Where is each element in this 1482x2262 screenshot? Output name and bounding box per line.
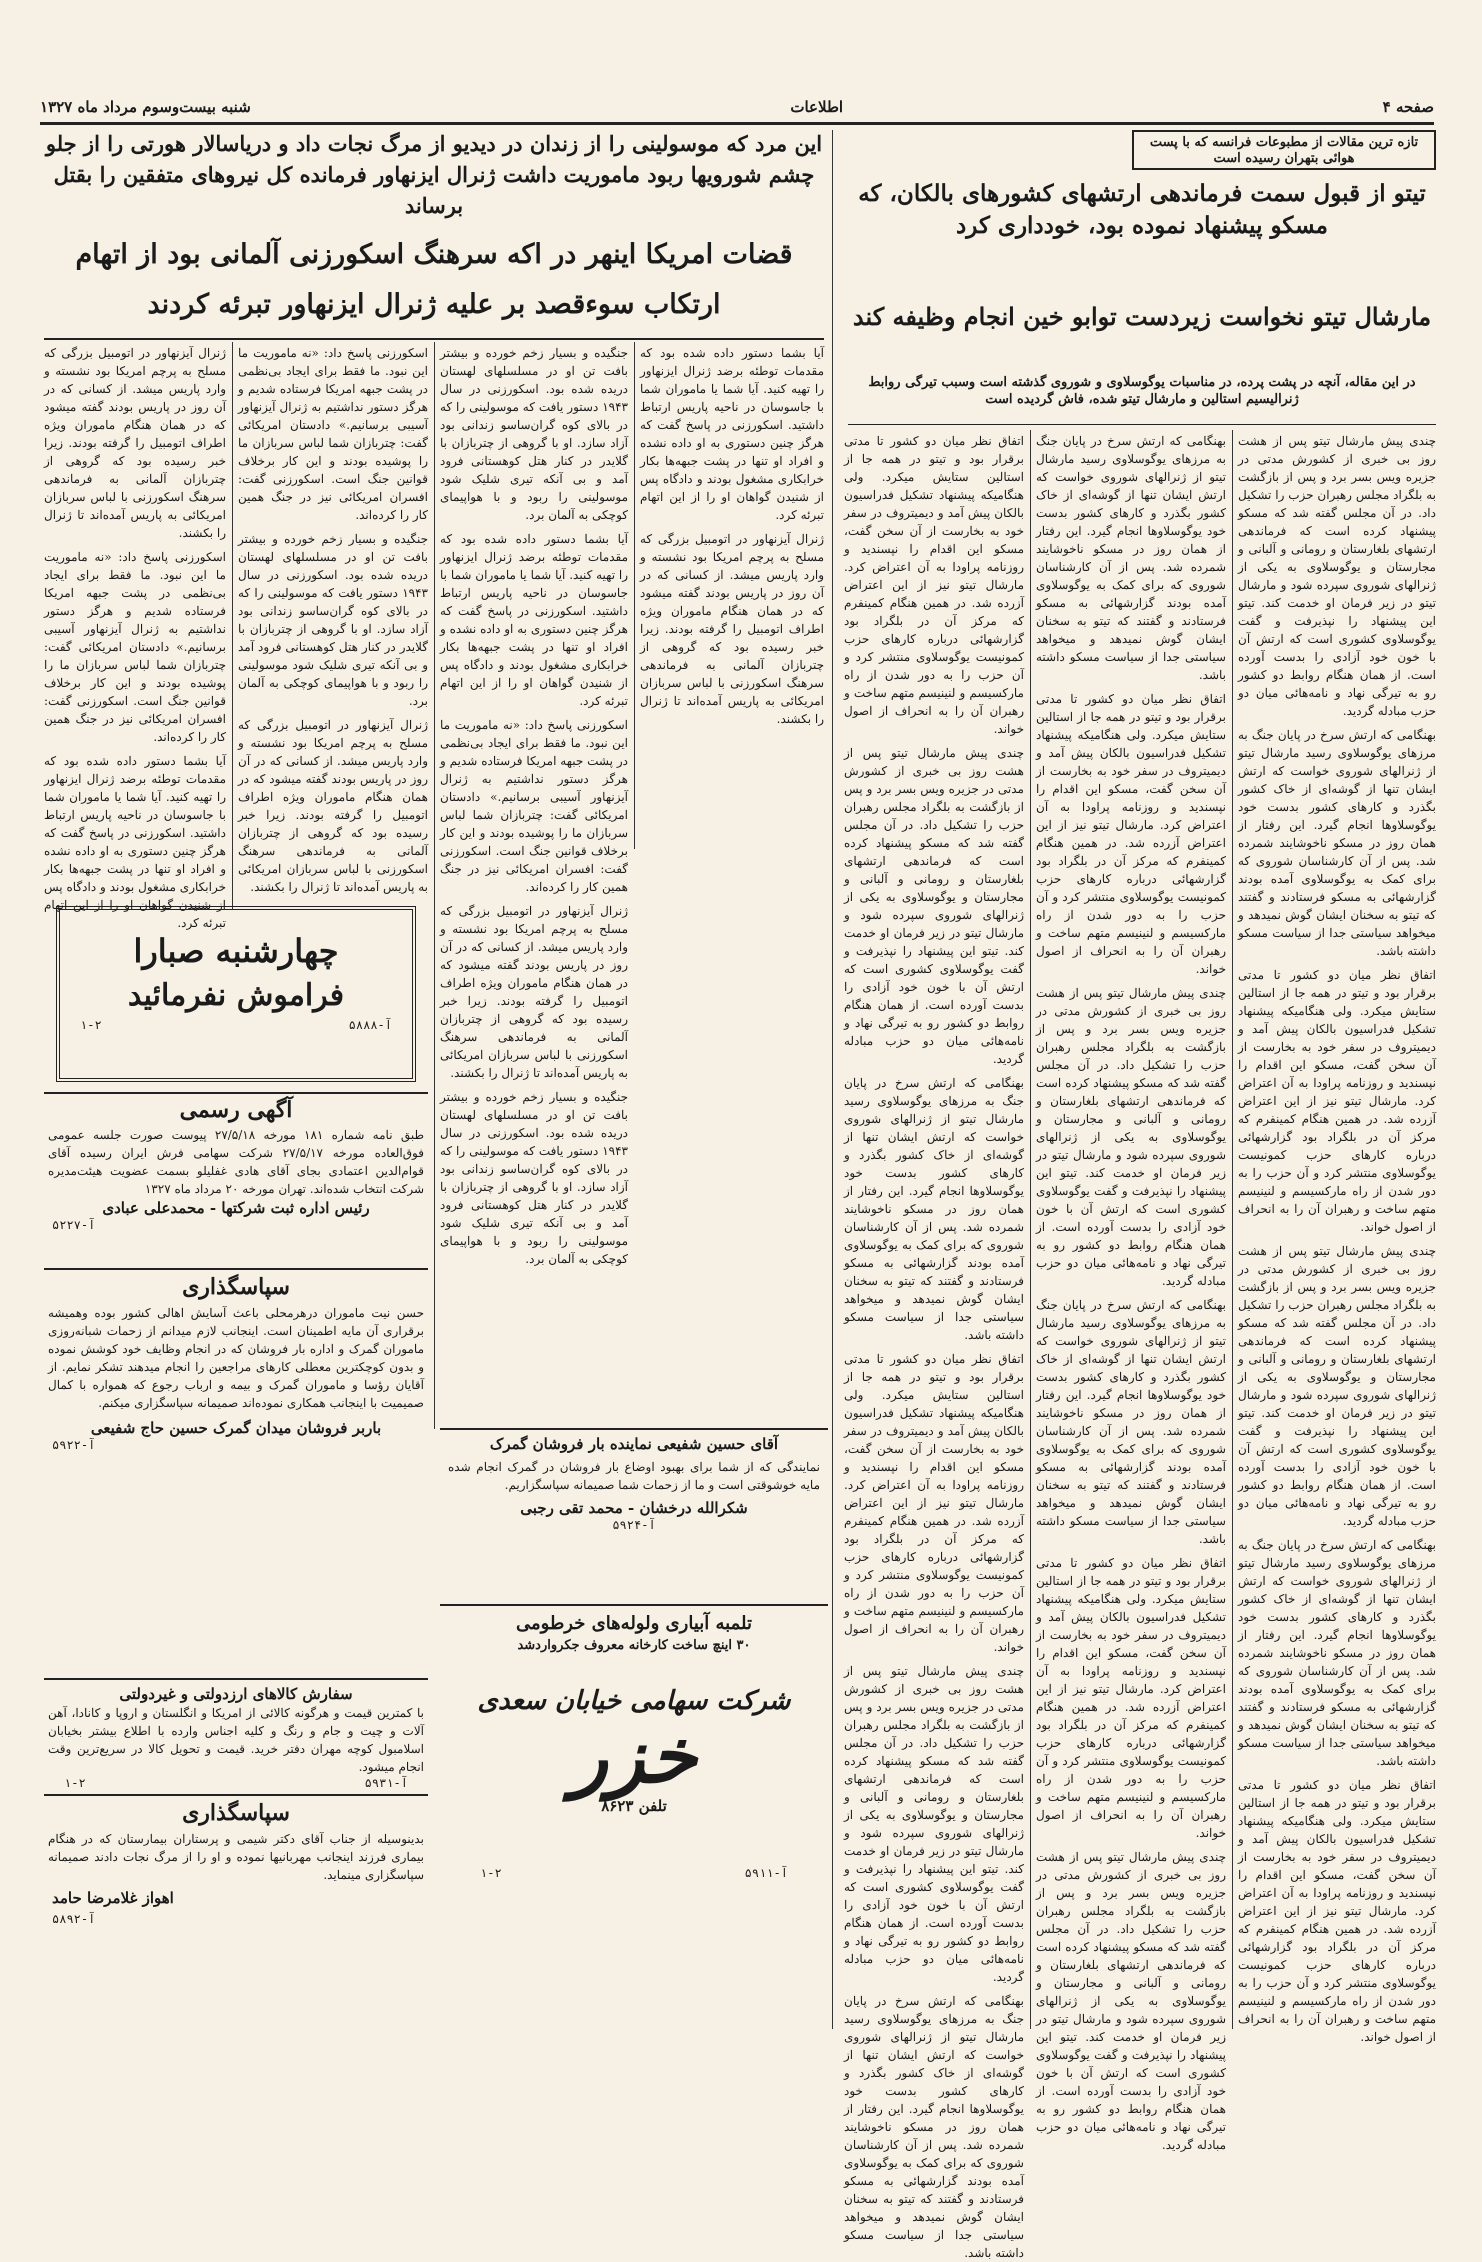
left-col3-text-4: ژنرال آیزنهاور در اتومبیل بزرگی که مسلح به پرچم امریکا بود نشسته و وارد پاریس میشد. از کسانی که در آن روز در پاریس بودند گفته میشود که در همان هنگام ماموران ویژه اطراف اتومبیل را گرفته بودند. زیرا خبر رسیده بود که گروهی از چتربازان آلمانی به فرماندهی سرهنگ اسکورزنی با لباس سربازان امریکائی به پاریس آمده‌اند تا ژنرال را بکشند. (440, 904, 628, 1080)
left-col4-text: آیا بشما دستور داده شده بود که مقدمات توطئه برضد ژنرال ایزنهاور را تهیه کنید. آیا شما یا ماموران شما با جاسوسان در ناحیه پاریس ارتباط داشتید. اسکورزنی در پاسخ گفت که هرگز چنین دستوری به او داده نشده و افراد او تنها در پشت جبهه‌ها بکار خرابکاری مشغول بودند و دادگاه پس از شنیدن گواهان او را از این اتهام تبرئه کرد. (640, 346, 824, 522)
right-column-1 (1238, 432, 1436, 2044)
left-column-3 (440, 344, 628, 1422)
left-col2-text-2: جنگیده و بسیار زخم خورده و بیشتر بافت تن او در مسلسلهای لهستان دریده شده بود. اسکورزنی در سال ۱۹۴۳ دستور یافت که موسولینی را که در بالای کوه گران‌ساسو زندانی بود آزاد سازد. او با گروهی از چتربازان با گلایدر در کنار هتل کوهستانی فرود آمد و بی آنکه تیری شلیک شود موسولینی را ربود و با هواپیمای کوچکی به آلمان برد. (238, 532, 428, 708)
order-ad (44, 1678, 428, 1790)
left-headline: قضات امریکا اینهر در اکه سرهنگ اسکورزنی آلمانی بود از اتهام ارتکاب سوءقصد بر علیه ژنرال ایزنهاور تبرئه کردند (75, 239, 793, 320)
thanks1-title: سپاسگذاری (182, 1274, 290, 1300)
company-code-left: ۱-۲ (480, 1866, 502, 1880)
right-col2-text-3: چندی پیش مارشال تیتو پس از هشت روز بی خبری از کشورش مدتی در جزیره ویس بسر برد و پس از بازگشت به بلگراد مجلس رهبران حزب را تشکیل داد. در آن مجلس گفته شد که مسکو پیشنهاد کرده است که فرماندهی ارتشهای بلغارستان و رومانی و آلبانی و مجارستان و یوگوسلاوی به یکی از ژنرالهای شوروی سپرده شود و مارشال تیتو در زیر فرمان او خدمت کند. تیتو این پیشنهاد را نپذیرفت و گفت یوگوسلاوی کشوری است که ارتش آن با خون خود آزادی را بدست آورده است. از همان هنگام روابط دو کشور رو به تیرگی نهاد و نامه‌هائی میان دو حزب مبادله گردید. (1036, 986, 1226, 1288)
right-headline-block (848, 178, 1436, 298)
right-col3-text-5: چندی پیش مارشال تیتو پس از هشت روز بی خبری از کشورش مدتی در جزیره ویس بسر برد و پس از بازگشت به بلگراد مجلس رهبران حزب را تشکیل داد. در آن مجلس گفته شد که مسکو پیشنهاد کرده است که فرماندهی ارتشهای بلغارستان و رومانی و آلبانی و مجارستان و یوگوسلاوی به یکی از ژنرالهای شوروی سپرده شود و مارشال تیتو در زیر فرمان او خدمت کند. تیتو این پیشنهاد را نپذیرفت و گفت یوگوسلاوی کشوری است که ارتش آن با خون خود آزادی را بدست آورده است. از همان هنگام روابط دو کشور رو به تیرگی نهاد و نامه‌هائی میان دو حزب مبادله گردید. (844, 1664, 1024, 1984)
wednesday-code-right: آ-۵۸۸۸ (348, 1018, 392, 1032)
issue-date: شنبه بیست‌وسوم مرداد ماه ۱۳۲۷ (40, 98, 251, 116)
thanks-ad-2 (44, 1794, 428, 2028)
left-col-rule-2 (434, 342, 435, 1429)
official-ad (44, 1092, 428, 1264)
center-column-rule (832, 130, 833, 2029)
company-code-right: آ-۵۹۱۱ (744, 1866, 788, 1880)
left-col2-text: اسکورزنی پاسخ داد: «نه ماموریت ما این نبود. ما فقط برای ایجاد بی‌نظمی در پشت جبهه امریکا فرستاده شدیم و هرگز دستور نداشتیم به ژنرال آیزنهاور آسیبی برسانیم.» دادستان امریکائی گفت: چتربازان شما لباس سربازان ما را پوشیده بودند و این کار برخلاف قوانین جنگ است. اسکورزنی گفت: افسران امریکائی نیز در جنگ همین کار را کرده‌اند. (238, 346, 428, 522)
left-col-rule-1 (634, 342, 635, 849)
right-col-rule-2 (1030, 430, 1031, 2029)
right-col1-text: چندی پیش مارشال تیتو پس از هشت روز بی خبری از کشورش مدتی در جزیره ویس بسر برد و پس از بازگشت به بلگراد مجلس رهبران حزب را تشکیل داد. در آن مجلس گفته شد که مسکو پیشنهاد کرده است که فرماندهی ارتشهای بلغارستان و رومانی و آلبانی و مجارستان و یوگوسلاوی به یکی از ژنرالهای شوروی سپرده شود و مارشال تیتو در زیر فرمان او خدمت کند. تیتو این پیشنهاد را نپذیرفت و گفت یوگوسلاوی کشوری است که ارتش آن با خون خود آزادی را بدست آورده است. از همان هنگام روابط دو کشور رو به تیرگی نهاد و نامه‌هائی میان دو حزب مبادله گردید. (1238, 434, 1436, 718)
right-col2-text-5: اتفاق نظر میان دو کشور تا مدتی برقرار بود و تیتو در همه جا از استالین ستایش میکرد. ولی هنگامیکه پیشنهاد تشکیل فدراسیون بالکان پیش آمد و دیمیتروف در سفر خود به بخارست از آن سخن گفت، مسکو این اقدام را نپسندید و روزنامه پراودا به آن اعتراض کرد. مارشال تیتو نیز از این اعتراض آزرده شد. در همین هنگام کمینفرم که مرکز آن در بلگراد بود گزارشهائی درباره کارهای حزب کمونیست یوگوسلاوی منتشر کرد و آن حزب را به دور شدن از راه مارکسیسم و لنینیسم متهم ساخت و رهبران آن را به انحراف از اصول خواند. (1036, 1556, 1226, 1840)
order-text: با کمترین قیمت و هرگونه کالائی از امریکا و انگلستان و اروپا و کانادا، آهن آلات و چیت و جام و رنگ و کلیه اجناس وارده با اطلاع بیشتر بخیابان اسلامبول کوچه مهران دفتر خرید. قیمت و تحویل کالا در سریع‌ترین وقت انجام میشود. (48, 1706, 424, 1774)
right-col1-text-4: چندی پیش مارشال تیتو پس از هشت روز بی خبری از کشورش مدتی در جزیره ویس بسر برد و پس از بازگشت به بلگراد مجلس رهبران حزب را تشکیل داد. در آن مجلس گفته شد که مسکو پیشنهاد کرده است که فرماندهی ارتشهای بلغارستان و رومانی و آلبانی و مجارستان و یوگوسلاوی به یکی از ژنرالهای شوروی سپرده شود و مارشال تیتو در زیر فرمان او خدمت کند. تیتو این پیشنهاد را نپذیرفت و گفت یوگوسلاوی کشوری است که ارتش آن با خون خود آزادی را بدست آورده است. از همان هنگام روابط دو کشور رو به تیرگی نهاد و نامه‌هائی میان دو حزب مبادله گردید. (1238, 1244, 1436, 1528)
right-headline-2: مارشال تیتو نخواست زیردست توابو خین انجام وظیفه کند (852, 302, 1432, 331)
left-kicker-block (44, 128, 824, 228)
right-col1-text-6: اتفاق نظر میان دو کشور تا مدتی برقرار بود و تیتو در همه جا از استالین ستایش میکرد. ولی هنگامیکه پیشنهاد تشکیل فدراسیون بالکان پیش آمد و دیمیتروف در سفر خود به بخارست از آن سخن گفت، مسکو این اقدام را نپسندید و روزنامه پراودا به آن اعتراض کرد. مارشال تیتو نیز از این اعتراض آزرده شد. در همین هنگام کمینفرم که مرکز آن در بلگراد بود گزارشهائی درباره کارهای حزب کمونیست یوگوسلاوی منتشر کرد و آن حزب را به دور شدن از راه مارکسیسم و لنینیسم متهم ساخت و رهبران آن را به انحراف از اصول خواند. (1238, 1778, 1436, 2044)
thanks-ad-1 (44, 1268, 428, 1674)
company-top: شرکت سهامی خیابان سعدی (477, 1686, 791, 1716)
thanks1-text: حسن نیت ماموران درهرمحلی باعث آسایش اهالی کشور بوده وهمیشه برقراری آن مایه اطمینان است. اینجانب لازم میدانم از زحمات شبانه‌روزی ماموران گمرک و اداره بار فروشان که در انجام وظایف خود کوشش نموده و بدون کوچکترین معطلی کارهای مراجعین را انجام میدهند تشکر نمایم. از آقایان رؤسا و ماموران گمرک و بیمه و ارباب رجوع که همواره با کمال صمیمیت با اینجانب همکاری نموده‌اند صمیمانه سپاسگزاری میکنم. (48, 1306, 424, 1410)
right-col3-text-4: اتفاق نظر میان دو کشور تا مدتی برقرار بود و تیتو در همه جا از استالین ستایش میکرد. ولی هنگامیکه پیشنهاد تشکیل فدراسیون بالکان پیش آمد و دیمیتروف در سفر خود به بخارست از آن سخن گفت، مسکو این اقدام را نپسندید و روزنامه پراودا به آن اعتراض کرد. مارشال تیتو نیز از این اعتراض آزرده شد. در همین هنگام کمینفرم که مرکز آن در بلگراد بود گزارشهائی درباره کارهای حزب کمونیست یوگوسلاوی منتشر کرد و آن حزب را به دور شدن از راه مارکسیسم و لنینیسم متهم ساخت و رهبران آن را به انحراف از اصول خواند. (844, 1352, 1024, 1654)
right-headline: تیتو از قبول سمت فرماندهی ارتشهای کشورهای بالکان، که مسکو پیشنهاد نموده بود، خودداری کرد (858, 180, 1426, 239)
thanks2-sign: اهواز غلامرضا حامد (52, 1889, 174, 1907)
company-logo: خزر (571, 1711, 697, 1800)
right-deck-rule (848, 424, 1436, 425)
thanks1-code: آ-۵۹۲۲ (52, 1438, 96, 1452)
right-column-3 (844, 432, 1024, 2260)
right-col2-text: بهنگامی که ارتش سرخ در پایان جنگ به مرزهای یوگوسلاوی رسید مارشال تیتو از ژنرالهای شوروی خواست که ارتش ایشان تنها از گوشه‌ای از خاک کشور بگذرد و کارهای کشور بدست خود یوگوسلاوها انجام گیرد. این رفتار از همان روز در مسکو ناخوشایند شمرده شد. پس از آن کارشناسان شوروی که برای کمک به یوگوسلاوی آمده بودند گزارشهائی به مسکو فرستادند و گفتند که تیتو به سخنان ایشان گوش نمیدهد و میخواهد سیاستی جدا از سیاست مسکو داشته باشد. (1036, 434, 1226, 682)
right-col3-text-3: بهنگامی که ارتش سرخ در پایان جنگ به مرزهای یوگوسلاوی رسید مارشال تیتو از ژنرالهای شوروی خواست که ارتش ایشان تنها از گوشه‌ای از خاک کشور بگذرد و کارهای کشور بدست خود یوگوسلاوها انجام گیرد. این رفتار از همان روز در مسکو ناخوشایند شمرده شد. پس از آن کارشناسان شوروی که برای کمک به یوگوسلاوی آمده بودند گزارشهائی به مسکو فرستادند و گفتند که تیتو به سخنان ایشان گوش نمیدهد و میخواهد سیاستی جدا از سیاست مسکو داشته باشد. (844, 1076, 1024, 1342)
page-number: صفحه ۴ (1382, 98, 1434, 116)
right-col-rule-1 (1232, 430, 1233, 2029)
left-col1-text-3: آیا بشما دستور داده شده بود که مقدمات توطئه برضد ژنرال ایزنهاور را تهیه کنید. آیا شما یا ماموران شما با جاسوسان در ناحیه پاریس ارتباط داشتید. اسکورزنی در پاسخ گفت که هرگز چنین دستوری به او داده نشده و افراد او تنها در پشت جبهه‌ها بکار خرابکاری مشغول بودند و دادگاه پس از شنیدن گواهان او را از این اتهام تبرئه کرد. (44, 754, 226, 930)
right-headline2-block (848, 300, 1436, 372)
left-col4-text-2: ژنرال آیزنهاور در اتومبیل بزرگی که مسلح به پرچم امریکا بود نشسته و وارد پاریس میشد. از کسانی که در آن روز در پاریس بودند گفته میشود که در همان هنگام ماموران ویژه اطراف اتومبیل را گرفته بودند. زیرا خبر رسیده بود که گروهی از چتربازان آلمانی به فرماندهی سرهنگ اسکورزنی با لباس سربازان امریکائی به پاریس آمده‌اند تا ژنرال را بکشند. (640, 532, 824, 726)
official-code: آ-۵۲۲۷ (52, 1218, 96, 1232)
right-col1-text-2: بهنگامی که ارتش سرخ در پایان جنگ به مرزهای یوگوسلاوی رسید مارشال تیتو از ژنرالهای شوروی خواست که ارتش ایشان تنها از گوشه‌ای از خاک کشور بگذرد و کارهای کشور بدست خود یوگوسلاوها انجام گیرد. این رفتار از همان روز در مسکو ناخوشایند شمرده شد. پس از آن کارشناسان شوروی که برای کمک به یوگوسلاوی آمده بودند گزارشهائی به مسکو فرستادند و گفتند که تیتو به سخنان ایشان گوش نمیدهد و میخواهد سیاستی جدا از سیاست مسکو داشته باشد. (1238, 728, 1436, 958)
left-column-1 (44, 344, 226, 930)
left-col3-text-2: آیا بشما دستور داده شده بود که مقدمات توطئه برضد ژنرال ایزنهاور را تهیه کنید. آیا شما یا ماموران شما با جاسوسان در ناحیه پاریس ارتباط داشتید. اسکورزنی در پاسخ گفت که هرگز چنین دستوری به او داده نشده و افراد او تنها در پشت جبهه‌ها بکار خرابکاری مشغول بودند و دادگاه پس از شنیدن گواهان او را از این اتهام تبرئه کرد. (440, 532, 628, 708)
right-col1-text-3: اتفاق نظر میان دو کشور تا مدتی برقرار بود و تیتو در همه جا از استالین ستایش میکرد. ولی هنگامیکه پیشنهاد تشکیل فدراسیون بالکان پیش آمد و دیمیتروف در سفر خود به بخارست از آن سخن گفت، مسکو این اقدام را نپسندید و روزنامه پراودا به آن اعتراض کرد. مارشال تیتو نیز از این اعتراض آزرده شد. در همین هنگام کمینفرم که مرکز آن در بلگراد بود گزارشهائی درباره کارهای حزب کمونیست یوگوسلاوی منتشر کرد و آن حزب را به دور شدن از راه مارکسیسم و لنینیسم متهم ساخت و رهبران آن را به انحراف از اصول خواند. (1238, 968, 1436, 1234)
right-col2-text-6: چندی پیش مارشال تیتو پس از هشت روز بی خبری از کشورش مدتی در جزیره ویس بسر برد و پس از بازگشت به بلگراد مجلس رهبران حزب را تشکیل داد. در آن مجلس گفته شد که مسکو پیشنهاد کرده است که فرماندهی ارتشهای بلغارستان و رومانی و آلبانی و مجارستان و یوگوسلاوی به یکی از ژنرالهای شوروی سپرده شود و مارشال تیتو در زیر فرمان او خدمت کند. تیتو این پیشنهاد را نپذیرفت و گفت یوگوسلاوی کشوری است که ارتش آن با خون خود آزادی را بدست آورده است. از همان هنگام روابط دو کشور رو به تیرگی نهاد و نامه‌هائی میان دو حزب مبادله گردید. (1036, 1850, 1226, 2152)
left-col-rule-3 (232, 342, 233, 909)
right-deck: در این مقاله، آنچه در پشت پرده، در مناسبات یوگوسلاوی و شوروی گذشته است وسبب تیرگی روابط ژنرالیسیم استالین و مارشال تیتو شده، فاش گردیده است (868, 375, 1416, 407)
masthead (40, 92, 1434, 125)
right-kicker: تازه ترین مقالات از مطبوعات فرانسه که با پست هوائی بتهران رسیده است (1149, 135, 1419, 166)
official-text: طبق نامه شماره ۱۸۱ مورخه ۲۷/۵/۱۸ پیوست صورت جلسه عمومی فوق‌العاده مورخه ۲۷/۵/۱۷ شرکت سهامی فرش ایران رسیده آقای قوام‌الدین اعتمادی بجای آقای هادی غفلیلو بسمت عضویت هیئت‌مدیره شرکت انتخاب شده‌اند. تهران مورخه ۲۰ مرداد ماه ۱۳۲۷ (48, 1128, 424, 1196)
pump-text: ۳۰ اینچ ساخت کارخانه معروف جکرواردشد (517, 1638, 751, 1653)
right-col2-text-2: اتفاق نظر میان دو کشور تا مدتی برقرار بود و تیتو در همه جا از استالین ستایش میکرد. ولی هنگامیکه پیشنهاد تشکیل فدراسیون بالکان پیش آمد و دیمیتروف در سفر خود به بخارست از آن سخن گفت، مسکو این اقدام را نپسندید و روزنامه پراودا به آن اعتراض کرد. مارشال تیتو نیز از این اعتراض آزرده شد. در همین هنگام کمینفرم که مرکز آن در بلگراد بود گزارشهائی درباره کارهای حزب کمونیست یوگوسلاوی منتشر کرد و آن حزب را به دور شدن از راه مارکسیسم و لنینیسم متهم ساخت و رهبران آن را به انحراف از اصول خواند. (1036, 692, 1226, 976)
paper-name: اطلاعات (790, 98, 844, 116)
right-col3-text: اتفاق نظر میان دو کشور تا مدتی برقرار بود و تیتو در همه جا از استالین ستایش میکرد. ولی هنگامیکه پیشنهاد تشکیل فدراسیون بالکان پیش آمد و دیمیتروف در سفر خود به بخارست از آن سخن گفت، مسکو این اقدام را نپسندید و روزنامه پراودا به آن اعتراض کرد. مارشال تیتو نیز از این اعتراض آزرده شد. در همین هنگام کمینفرم که مرکز آن در بلگراد بود گزارشهائی درباره کارهای حزب کمونیست یوگوسلاوی منتشر کرد و آن حزب را به دور شدن از راه مارکسیسم و لنینیسم متهم ساخت و رهبران آن را به انحراف از اصول خواند. (844, 434, 1024, 736)
left-headline-block (44, 230, 824, 336)
order-code-right: آ-۵۹۳۱ (364, 1776, 408, 1790)
left-headline-rule (44, 338, 824, 340)
left-column-4 (640, 344, 824, 814)
right-column-2 (1036, 432, 1226, 2152)
right-col3-text-2: چندی پیش مارشال تیتو پس از هشت روز بی خبری از کشورش مدتی در جزیره ویس بسر برد و پس از بازگشت به بلگراد مجلس رهبران حزب را تشکیل داد. در آن مجلس گفته شد که مسکو پیشنهاد کرده است که فرماندهی ارتشهای بلغارستان و رومانی و آلبانی و مجارستان و یوگوسلاوی به یکی از ژنرالهای شوروی سپرده شود و مارشال تیتو در زیر فرمان او خدمت کند. تیتو این پیشنهاد را نپذیرفت و گفت یوگوسلاوی کشوری است که ارتش آن با خون خود آزادی را بدست آورده است. از همان هنگام روابط دو کشور رو به تیرگی نهاد و نامه‌هائی میان دو حزب مبادله گردید. (844, 746, 1024, 1066)
mid-notice-block (440, 1428, 828, 1604)
left-column-2 (238, 344, 428, 904)
wednesday-line-2: فراموش نفرمائید (127, 978, 345, 1013)
right-deck-block (848, 374, 1436, 422)
left-kicker: این مرد که موسولینی را از زندان در دیدیو از مرگ نجات داد و دریاسالار هورتی را از جلو چشم شورویها ربود ماموریت داشت ژنرال ایزنهاور فرمانده کل نیروهای متفقین را بقتل برساند (45, 131, 823, 218)
mid-notice-title: آقای حسین شفیعی نماینده بار فروشان گمرک (489, 1435, 779, 1453)
left-col1-text: ژنرال آیزنهاور در اتومبیل بزرگی که مسلح به پرچم امریکا بود نشسته و وارد پاریس میشد. از کسانی که در آن روز در پاریس بودند گفته میشود که در همان هنگام ماموران ویژه اطراف اتومبیل را گرفته بودند. زیرا خبر رسیده بود که گروهی از چتربازان آلمانی به فرماندهی سرهنگ اسکورزنی با لباس سربازان امریکائی به پاریس آمده‌اند تا ژنرال را بکشند. (44, 346, 226, 540)
right-col1-text-5: بهنگامی که ارتش سرخ در پایان جنگ به مرزهای یوگوسلاوی رسید مارشال تیتو از ژنرالهای شوروی خواست که ارتش ایشان تنها از گوشه‌ای از خاک کشور بگذرد و کارهای کشور بدست خود یوگوسلاوها انجام گیرد. این رفتار از همان روز در مسکو ناخوشایند شمرده شد. پس از آن کارشناسان شوروی که برای کمک به یوگوسلاوی آمده بودند گزارشهائی به مسکو فرستادند و گفتند که تیتو به سخنان ایشان گوش نمیدهد و میخواهد سیاستی جدا از سیاست مسکو داشته باشد. (1238, 1538, 1436, 1768)
khazar-ad (440, 1604, 828, 2032)
thanks2-title: سپاسگذاری (182, 1800, 290, 1826)
left-col3-text: جنگیده و بسیار زخم خورده و بیشتر بافت تن او در مسلسلهای لهستان دریده شده بود. اسکورزنی در سال ۱۹۴۳ دستور یافت که موسولینی را که در بالای کوه گران‌ساسو زندانی بود آزاد سازد. او با گروهی از چتربازان با گلایدر در کنار هتل کوهستانی فرود آمد و بی آنکه تیری شلیک شود موسولینی را ربود و با هواپیمای کوچکی به آلمان برد. (440, 346, 628, 522)
mid-notice-sign: شکرالله درخشان - محمد تقی رجبی (520, 1499, 748, 1517)
company-phone: تلفن ۸۶۲۳ (601, 1797, 667, 1815)
left-col3-text-5: جنگیده و بسیار زخم خورده و بیشتر بافت تن او در مسلسلهای لهستان دریده شده بود. اسکورزنی در سال ۱۹۴۳ دستور یافت که موسولینی را که در بالای کوه گران‌ساسو زندانی بود آزاد سازد. او با گروهی از چتربازان با گلایدر در کنار هتل کوهستانی فرود آمد و بی آنکه تیری شلیک شود موسولینی را ربود و با هواپیمای کوچکی به آلمان برد. (440, 1090, 628, 1266)
thanks2-code: آ-۵۸۹۲ (52, 1912, 96, 1926)
left-col3-text-3: اسکورزنی پاسخ داد: «نه ماموریت ما این نبود. ما فقط برای ایجاد بی‌نظمی در پشت جبهه امریکا فرستاده شدیم و هرگز دستور نداشتیم به ژنرال آیزنهاور آسیبی برسانیم.» دادستان امریکائی گفت: چتربازان شما لباس سربازان ما را پوشیده بودند و این کار برخلاف قوانین جنگ است. اسکورزنی گفت: افسران امریکائی نیز در جنگ همین کار را کرده‌اند. (440, 718, 628, 894)
right-col2-text-4: بهنگامی که ارتش سرخ در پایان جنگ به مرزهای یوگوسلاوی رسید مارشال تیتو از ژنرالهای شوروی خواست که ارتش ایشان تنها از گوشه‌ای از خاک کشور بگذرد و کارهای کشور بدست خود یوگوسلاوها انجام گیرد. این رفتار از همان روز در مسکو ناخوشایند شمرده شد. پس از آن کارشناسان شوروی که برای کمک به یوگوسلاوی آمده بودند گزارشهائی به مسکو فرستادند و گفتند که تیتو به سخنان ایشان گوش نمیدهد و میخواهد سیاستی جدا از سیاست مسکو داشته باشد. (1036, 1298, 1226, 1546)
thanks1-sign: باربر فروشان میدان گمرک حسین حاج شفیعی (90, 1419, 382, 1437)
wednesday-box (56, 906, 416, 1082)
official-title: آگهی رسمی (179, 1097, 293, 1123)
wednesday-code-left: ۱-۲ (80, 1018, 102, 1032)
order-code-left: ۱-۲ (64, 1776, 86, 1790)
order-title: سفارش کالاهای ارزدولتی و غیردولتی (119, 1685, 353, 1703)
thanks2-text: بدینوسیله از جناب آقای دکتر شیمی و پرستاران بیمارستان که در هنگام بیماری فرزند اینجانب مهربانیها نموده و او را از مرگ نجات دادند صمیمانه سپاسگزاری مینماید. (48, 1832, 424, 1882)
right-col3-text-6: بهنگامی که ارتش سرخ در پایان جنگ به مرزهای یوگوسلاوی رسید مارشال تیتو از ژنرالهای شوروی خواست که ارتش ایشان تنها از گوشه‌ای از خاک کشور بگذرد و کارهای کشور بدست خود یوگوسلاوها انجام گیرد. این رفتار از همان روز در مسکو ناخوشایند شمرده شد. پس از آن کارشناسان شوروی که برای کمک به یوگوسلاوی آمده بودند گزارشهائی به مسکو فرستادند و گفتند که تیتو به سخنان ایشان گوش نمیدهد و میخواهد سیاستی جدا از سیاست مسکو داشته باشد. (844, 1994, 1024, 2260)
mid-notice-text: نمایندگی که از شما برای بهبود اوضاع بار فروشان در گمرک انجام شده مایه خوشوقتی است و ما از زحمات شما صمیمانه سپاسگزاریم. (448, 1460, 820, 1492)
pump-title: تلمبه آبیاری ولوله‌های خرطومی (516, 1613, 752, 1634)
left-col1-text-2: اسکورزنی پاسخ داد: «نه ماموریت ما این نبود. ما فقط برای ایجاد بی‌نظمی در پشت جبهه امریکا فرستاده شدیم و هرگز دستور نداشتیم به ژنرال آیزنهاور آسیبی برسانیم.» دادستان امریکائی گفت: چتربازان شما لباس سربازان ما را پوشیده بودند و این کار برخلاف قوانین جنگ است. اسکورزنی گفت: افسران امریکائی نیز در جنگ همین کار را کرده‌اند. (44, 550, 226, 744)
left-col2-text-3: ژنرال آیزنهاور در اتومبیل بزرگی که مسلح به پرچم امریکا بود نشسته و وارد پاریس میشد. از کسانی که در آن روز در پاریس بودند گفته میشود که در همان هنگام ماموران ویژه اطراف اتومبیل را گرفته بودند. زیرا خبر رسیده بود که گروهی از چتربازان آلمانی به فرماندهی سرهنگ اسکورزنی با لباس سربازان امریکائی به پاریس آمده‌اند تا ژنرال را بکشند. (238, 718, 428, 894)
right-kicker-box (1132, 130, 1436, 170)
wednesday-line-1: چهارشنبه صبارا (133, 932, 339, 970)
official-sign: رئیس اداره ثبت شرکتها - محمدعلی عبادی (102, 1199, 370, 1217)
mid-notice-code: آ-۵۹۲۴ (612, 1518, 656, 1532)
